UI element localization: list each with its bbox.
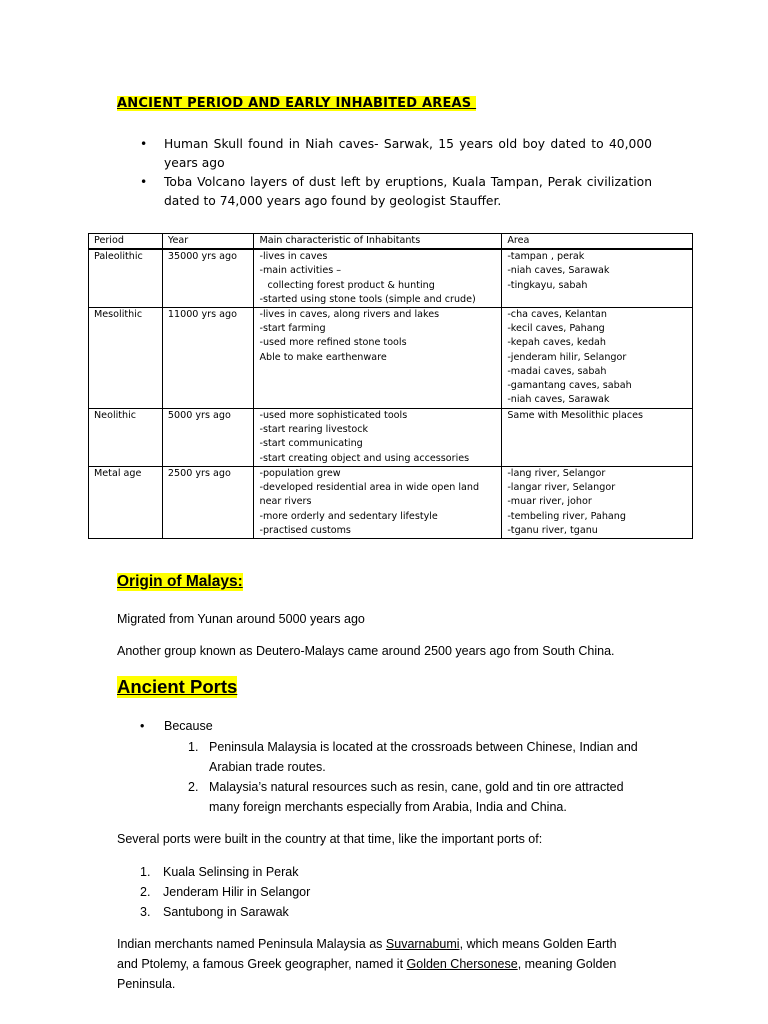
cell-line: -lives in caves <box>259 251 328 263</box>
cell-line: -kepah caves, kedah <box>507 337 607 349</box>
cell-line: -lives in caves, along rivers and lakes <box>259 309 440 321</box>
list-number: 2. <box>140 885 151 899</box>
list-item-text: Peninsula Malaysia is located at the crossroads between Chinese, Indian and <box>209 740 638 754</box>
heading-origin-of-malays: Origin of Malays: <box>117 573 243 590</box>
cell-line: -cha caves, Kelantan <box>507 309 607 321</box>
term-suvarnabumi: Suvarnabumi <box>385 937 460 951</box>
list-item-text: many foreign merchants especially from Arabia, India and China. <box>209 800 567 814</box>
cell-line: -niah caves, Sarawak <box>507 394 610 406</box>
list-number: 2. <box>188 780 199 794</box>
paragraph-names <box>117 934 677 994</box>
table-row <box>89 409 693 467</box>
cell-line: -madai caves, sabah <box>507 365 607 377</box>
cell-areas <box>502 308 693 409</box>
cell-characteristics <box>254 467 502 539</box>
cell-line: -tembeling river, Pahang <box>507 510 626 522</box>
cell-line: Able to make earthenware <box>259 351 387 363</box>
cell-characteristics <box>254 409 502 467</box>
cell-line: -lang river, Selangor <box>507 468 606 480</box>
list-item-text: Malaysia’s natural resources such as resin, cane, gold and tin ore attracted <box>209 780 624 794</box>
paragraph-origin-2: Another group known as Deutero-Malays came around 2500 years ago from South China. <box>117 644 615 658</box>
bullet-list-findings <box>140 135 652 211</box>
text-run: and Ptolemy, a famous Greek geographer, named it <box>117 957 407 971</box>
header-area: Area <box>502 234 693 250</box>
cell-line: -start rearing livestock <box>259 424 369 436</box>
cell-year: 5000 yrs ago <box>162 409 254 467</box>
cell-characteristics <box>254 308 502 409</box>
heading-ancient-period: ANCIENT PERIOD AND EARLY INHABITED AREAS <box>117 96 477 111</box>
table-row <box>89 308 693 409</box>
cell-line: -more orderly and sedentary lifestyle <box>259 510 438 522</box>
cell-year: 11000 yrs ago <box>162 308 254 409</box>
header-period: Period <box>89 234 163 250</box>
table-header-row <box>89 234 693 250</box>
paragraph-ports-intro: Several ports were built in the country at that time, like the important ports of: <box>117 832 543 846</box>
list-item-text: Because <box>164 719 213 733</box>
list-item-text: Kuala Selinsing in Perak <box>163 865 299 879</box>
bullet-icon: • <box>140 719 145 733</box>
list-number: 1. <box>188 740 199 754</box>
cell-line: -kecil caves, Pahang <box>507 323 605 335</box>
periods-table <box>88 233 693 539</box>
text-run: Indian merchants named Peninsula Malaysia as <box>117 937 386 951</box>
cell-line: -start creating object and using accessories <box>259 452 470 464</box>
header-year: Year <box>162 234 254 250</box>
cell-line: -start farming <box>259 323 326 335</box>
text-line: Peninsula. <box>117 977 176 991</box>
cell-areas <box>502 409 693 467</box>
text-run: , meaning Golden <box>517 957 617 971</box>
cell-line: Same with Mesolithic places <box>507 410 644 422</box>
cell-line: -jenderam hilir, Selangor <box>507 351 627 363</box>
cell-line: collecting forest product & hunting <box>267 279 435 291</box>
cell-period: Neolithic <box>89 409 163 467</box>
cell-characteristics <box>254 249 502 307</box>
cell-period: Mesolithic <box>89 308 163 409</box>
heading-ancient-ports: Ancient Ports <box>117 676 238 697</box>
cell-year: 35000 yrs ago <box>162 249 254 307</box>
cell-areas <box>502 467 693 539</box>
cell-line: -langar river, Selangor <box>507 482 616 494</box>
header-characteristic: Main characteristic of Inhabitants <box>254 234 502 250</box>
paragraph-origin-1: Migrated from Yunan around 5000 years ago <box>117 612 365 626</box>
list-item-text: Arabian trade routes. <box>209 760 326 774</box>
cell-line: -used more sophisticated tools <box>259 410 408 422</box>
cell-line: near rivers <box>259 496 312 508</box>
cell-line: -population grew <box>259 468 341 480</box>
cell-period: Paleolithic <box>89 249 163 307</box>
list-item-text: Human Skull found in Niah caves- Sarwak, 15 years old boy dated to 40,000 years ago <box>164 137 652 170</box>
list-number: 3. <box>140 905 151 919</box>
bullet-icon: • <box>140 137 148 151</box>
text-line <box>117 954 677 974</box>
cell-year: 2500 yrs ago <box>162 467 254 539</box>
cell-line: -gamantang caves, sabah <box>507 380 632 392</box>
cell-line: -start communicating <box>259 438 363 450</box>
text-run: , which means Golden Earth <box>459 937 617 951</box>
bullet-icon: • <box>140 175 148 189</box>
cell-line: -started using stone tools (simple and crude) <box>259 293 476 305</box>
table-row <box>89 249 693 307</box>
cell-line: -tingkayu, sabah <box>507 279 588 291</box>
list-item-text: Toba Volcano layers of dust left by eruptions, Kuala Tampan, Perak civilization dated to 74,000 years ago found by geologist Stauffer. <box>164 175 652 208</box>
cell-period: Metal age <box>89 467 163 539</box>
term-golden-chersonese: Golden Chersonese <box>406 957 518 971</box>
cell-line: -developed residential area in wide open land <box>259 482 480 494</box>
cell-line: -used more refined stone tools <box>259 337 407 349</box>
list-item <box>140 173 652 211</box>
cell-line: -tganu river, tganu <box>507 524 598 536</box>
cell-line: -tampan , perak <box>507 251 585 263</box>
list-number: 1. <box>140 865 151 879</box>
cell-line: -muar river, johor <box>507 496 592 508</box>
cell-line: -practised customs <box>259 524 351 536</box>
cell-line: -niah caves, Sarawak <box>507 265 610 277</box>
list-item <box>140 135 652 173</box>
cell-areas <box>502 249 693 307</box>
table-row <box>89 467 693 539</box>
text-line <box>117 934 677 954</box>
list-item-text: Santubong in Sarawak <box>163 905 289 919</box>
cell-line: -main activities – <box>259 265 342 277</box>
list-item-text: Jenderam Hilir in Selangor <box>163 885 311 899</box>
